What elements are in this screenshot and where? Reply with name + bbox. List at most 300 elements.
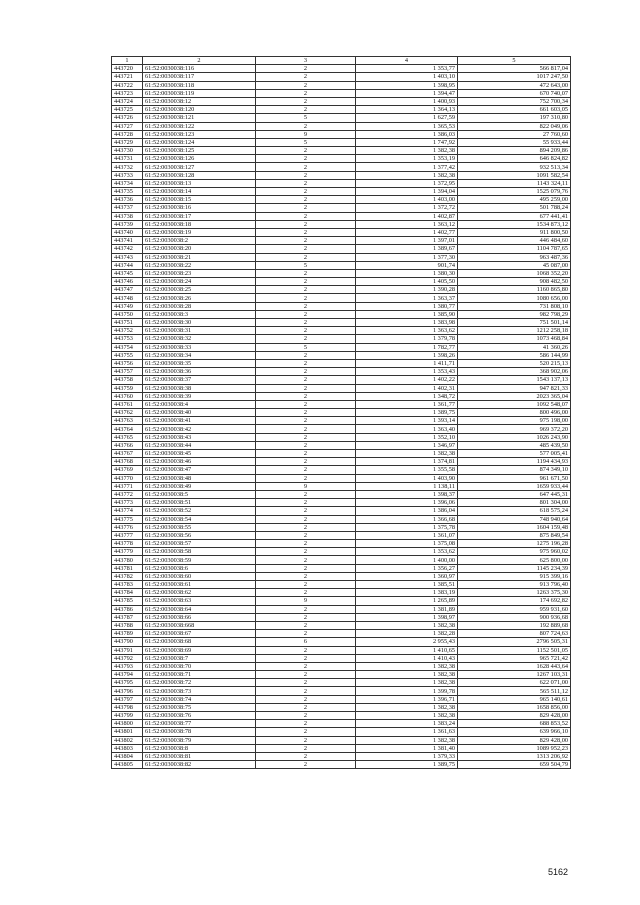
category-code-cell: 2 xyxy=(256,450,356,458)
row-index-cell: 443735 xyxy=(112,188,143,196)
cadastral-number-cell: 61:52:0030038:48 xyxy=(143,474,256,482)
cadastral-number-cell: 61:52:0030038:47 xyxy=(143,466,256,474)
cost-value-cell: 1212 258,18 xyxy=(458,327,571,335)
category-code-cell: 2 xyxy=(256,671,356,679)
table-row xyxy=(112,286,571,294)
row-index-cell: 443730 xyxy=(112,147,143,155)
table-row xyxy=(112,106,571,114)
row-index-cell: 443732 xyxy=(112,163,143,171)
cadastral-number-cell: 61:52:0030038:7 xyxy=(143,654,256,662)
cadastral-number-cell: 61:52:0030038:32 xyxy=(143,335,256,343)
row-index-cell: 443774 xyxy=(112,507,143,515)
cadastral-number-cell: 61:52:0030038:77 xyxy=(143,720,256,728)
table-row xyxy=(112,572,571,580)
cadastral-number-cell: 61:52:0030038:127 xyxy=(143,163,256,171)
row-index-cell: 443759 xyxy=(112,384,143,392)
row-index-cell: 443780 xyxy=(112,556,143,564)
row-index-cell: 443797 xyxy=(112,695,143,703)
area-value-cell: 1 360,97 xyxy=(356,572,458,580)
table-row xyxy=(112,621,571,629)
row-index-cell: 443790 xyxy=(112,638,143,646)
cadastral-number-cell: 61:52:0030038:13 xyxy=(143,179,256,187)
table-row xyxy=(112,130,571,138)
cadastral-number-cell: 61:52:0030038:79 xyxy=(143,736,256,744)
table-row xyxy=(112,450,571,458)
row-index-cell: 443739 xyxy=(112,220,143,228)
area-value-cell: 1 381,40 xyxy=(356,744,458,752)
area-value-cell: 2 955,43 xyxy=(356,638,458,646)
cost-value-cell: 900 936,68 xyxy=(458,613,571,621)
cost-value-cell: 55 933,44 xyxy=(458,138,571,146)
cadastral-number-cell: 61:52:0030038:18 xyxy=(143,220,256,228)
table-row xyxy=(112,703,571,711)
row-index-cell: 443753 xyxy=(112,335,143,343)
row-index-cell: 443804 xyxy=(112,752,143,760)
cadastral-number-cell: 61:52:0030038:73 xyxy=(143,687,256,695)
category-code-cell: 2 xyxy=(256,441,356,449)
row-index-cell: 443773 xyxy=(112,499,143,507)
cost-value-cell: 646 824,82 xyxy=(458,155,571,163)
cost-value-cell: 501 788,24 xyxy=(458,204,571,212)
category-code-cell: 2 xyxy=(256,720,356,728)
table-row xyxy=(112,646,571,654)
area-value-cell: 1 379,33 xyxy=(356,752,458,760)
cost-value-cell: 192 889,68 xyxy=(458,621,571,629)
table-row xyxy=(112,466,571,474)
table-row xyxy=(112,138,571,146)
row-index-cell: 443769 xyxy=(112,466,143,474)
table-row xyxy=(112,425,571,433)
row-index-cell: 443779 xyxy=(112,548,143,556)
category-code-cell: 2 xyxy=(256,662,356,670)
area-value-cell: 1 375,08 xyxy=(356,540,458,548)
cadastral-number-cell: 61:52:0030038:43 xyxy=(143,433,256,441)
cadastral-number-cell: 61:52:0030038:70 xyxy=(143,662,256,670)
cost-value-cell: 565 511,12 xyxy=(458,687,571,695)
cadastral-number-cell: 61:52:0030038:119 xyxy=(143,89,256,97)
table-row xyxy=(112,384,571,392)
row-index-cell: 443720 xyxy=(112,65,143,73)
cost-value-cell: 915 399,16 xyxy=(458,572,571,580)
table-row xyxy=(112,392,571,400)
category-code-cell: 2 xyxy=(256,269,356,277)
cost-value-cell: 1534 873,12 xyxy=(458,220,571,228)
cost-value-cell: 965 721,42 xyxy=(458,654,571,662)
category-code-cell: 2 xyxy=(256,654,356,662)
cost-value-cell: 520 215,13 xyxy=(458,359,571,367)
area-value-cell: 1 380,30 xyxy=(356,269,458,277)
category-code-cell: 2 xyxy=(256,278,356,286)
category-code-cell: 2 xyxy=(256,368,356,376)
table-row xyxy=(112,441,571,449)
cadastral-number-cell: 61:52:0030038:72 xyxy=(143,679,256,687)
cost-value-cell: 1313 206,92 xyxy=(458,752,571,760)
cost-value-cell: 1026 243,90 xyxy=(458,433,571,441)
row-index-cell: 443789 xyxy=(112,630,143,638)
category-code-cell: 2 xyxy=(256,179,356,187)
area-value-cell: 1 396,71 xyxy=(356,695,458,703)
row-index-cell: 443741 xyxy=(112,237,143,245)
cadastral-number-cell: 61:52:0030038:8 xyxy=(143,744,256,752)
row-index-cell: 443772 xyxy=(112,490,143,498)
cost-value-cell: 1068 352,20 xyxy=(458,269,571,277)
category-code-cell: 2 xyxy=(256,286,356,294)
category-code-cell: 5 xyxy=(256,343,356,351)
row-index-cell: 443738 xyxy=(112,212,143,220)
table-row xyxy=(112,188,571,196)
area-value-cell: 1 382,38 xyxy=(356,679,458,687)
area-value-cell: 1 390,28 xyxy=(356,286,458,294)
cadastral-number-cell: 61:52:0030038:126 xyxy=(143,155,256,163)
category-code-cell: 9 xyxy=(256,482,356,490)
cadastral-number-cell: 61:52:0030038:82 xyxy=(143,761,256,769)
row-index-cell: 443802 xyxy=(112,736,143,744)
area-value-cell: 1 372,72 xyxy=(356,204,458,212)
cost-value-cell: 908 482,50 xyxy=(458,278,571,286)
area-value-cell: 1 353,77 xyxy=(356,65,458,73)
table-row xyxy=(112,695,571,703)
cost-value-cell: 368 902,06 xyxy=(458,368,571,376)
area-value-cell: 1 366,68 xyxy=(356,515,458,523)
area-value-cell: 1 403,00 xyxy=(356,196,458,204)
cost-value-cell: 622 071,00 xyxy=(458,679,571,687)
table-row xyxy=(112,687,571,695)
table-row xyxy=(112,278,571,286)
cost-value-cell: 1092 548,07 xyxy=(458,400,571,408)
cadastral-number-cell: 61:52:0030038:26 xyxy=(143,294,256,302)
category-code-cell: 2 xyxy=(256,237,356,245)
area-value-cell: 1 374,81 xyxy=(356,458,458,466)
category-code-cell: 2 xyxy=(256,490,356,498)
category-code-cell: 2 xyxy=(256,564,356,572)
cost-value-cell: 1263 375,30 xyxy=(458,589,571,597)
area-value-cell: 1 355,58 xyxy=(356,466,458,474)
area-value-cell: 1 747,92 xyxy=(356,138,458,146)
table-row xyxy=(112,597,571,605)
row-index-cell: 443801 xyxy=(112,728,143,736)
table-row xyxy=(112,245,571,253)
category-code-cell: 2 xyxy=(256,335,356,343)
cost-value-cell: 807 724,63 xyxy=(458,630,571,638)
column-header: 3 xyxy=(256,57,356,65)
row-index-cell: 443733 xyxy=(112,171,143,179)
row-index-cell: 443788 xyxy=(112,621,143,629)
cadastral-number-cell: 61:52:0030038:35 xyxy=(143,359,256,367)
row-index-cell: 443785 xyxy=(112,597,143,605)
table-row xyxy=(112,531,571,539)
table-row xyxy=(112,114,571,122)
category-code-cell: 2 xyxy=(256,540,356,548)
table-row xyxy=(112,638,571,646)
area-value-cell: 1 398,37 xyxy=(356,490,458,498)
area-value-cell: 1 782,77 xyxy=(356,343,458,351)
row-index-cell: 443727 xyxy=(112,122,143,130)
category-code-cell: 2 xyxy=(256,507,356,515)
category-code-cell: 2 xyxy=(256,204,356,212)
category-code-cell: 2 xyxy=(256,499,356,507)
table-row xyxy=(112,482,571,490)
area-value-cell: 901,74 xyxy=(356,261,458,269)
area-value-cell: 1 402,87 xyxy=(356,212,458,220)
cost-value-cell: 1152 501,05 xyxy=(458,646,571,654)
cadastral-number-cell: 61:52:0030038:39 xyxy=(143,392,256,400)
cost-value-cell: 961 671,50 xyxy=(458,474,571,482)
area-value-cell: 1 138,11 xyxy=(356,482,458,490)
cost-value-cell: 1194 434,93 xyxy=(458,458,571,466)
category-code-cell: 2 xyxy=(256,589,356,597)
area-value-cell: 1 353,62 xyxy=(356,548,458,556)
cost-value-cell: 748 940,64 xyxy=(458,515,571,523)
cost-value-cell: 965 140,61 xyxy=(458,695,571,703)
cadastral-number-cell: 61:52:0030038:75 xyxy=(143,703,256,711)
column-header: 5 xyxy=(458,57,571,65)
area-value-cell: 1 411,71 xyxy=(356,359,458,367)
row-index-cell: 443763 xyxy=(112,417,143,425)
category-code-cell: 2 xyxy=(256,687,356,695)
table-row xyxy=(112,679,571,687)
cost-value-cell: 1089 952,23 xyxy=(458,744,571,752)
category-code-cell: 2 xyxy=(256,548,356,556)
row-index-cell: 443799 xyxy=(112,712,143,720)
cost-value-cell: 969 372,20 xyxy=(458,425,571,433)
table-row xyxy=(112,720,571,728)
category-code-cell: 2 xyxy=(256,253,356,261)
cost-value-cell: 1267 103,31 xyxy=(458,671,571,679)
cost-value-cell: 1073 468,84 xyxy=(458,335,571,343)
table-row xyxy=(112,368,571,376)
row-index-cell: 443784 xyxy=(112,589,143,597)
cadastral-number-cell: 61:52:0030038:23 xyxy=(143,269,256,277)
category-code-cell: 2 xyxy=(256,531,356,539)
area-value-cell: 1 382,28 xyxy=(356,630,458,638)
row-index-cell: 443775 xyxy=(112,515,143,523)
table-row xyxy=(112,654,571,662)
cost-value-cell: 752 700,34 xyxy=(458,97,571,105)
category-code-cell: 2 xyxy=(256,220,356,228)
cost-value-cell: 446 484,60 xyxy=(458,237,571,245)
cost-value-cell: 800 496,00 xyxy=(458,409,571,417)
cadastral-number-cell: 61:52:0030038:22 xyxy=(143,261,256,269)
cost-value-cell: 894 209,86 xyxy=(458,147,571,155)
table-row xyxy=(112,163,571,171)
table-row xyxy=(112,253,571,261)
category-code-cell: 2 xyxy=(256,556,356,564)
area-value-cell: 1 389,75 xyxy=(356,761,458,769)
category-code-cell: 2 xyxy=(256,728,356,736)
row-index-cell: 443778 xyxy=(112,540,143,548)
area-value-cell: 1 361,63 xyxy=(356,728,458,736)
category-code-cell: 2 xyxy=(256,523,356,531)
cadastral-number-cell: 61:52:0030038:59 xyxy=(143,556,256,564)
cadastral-number-cell: 61:52:0030038:6 xyxy=(143,564,256,572)
table-row xyxy=(112,662,571,670)
row-index-cell: 443783 xyxy=(112,581,143,589)
table-row xyxy=(112,400,571,408)
cost-value-cell: 495 259,00 xyxy=(458,196,571,204)
cadastral-number-cell: 61:52:0030038:124 xyxy=(143,138,256,146)
cost-value-cell: 963 487,36 xyxy=(458,253,571,261)
table-row xyxy=(112,433,571,441)
area-value-cell: 1 405,50 xyxy=(356,278,458,286)
area-value-cell: 1 402,77 xyxy=(356,228,458,236)
area-value-cell: 1 382,38 xyxy=(356,712,458,720)
table-row xyxy=(112,581,571,589)
cadastral-number-cell: 61:52:0030038:40 xyxy=(143,409,256,417)
table-row xyxy=(112,310,571,318)
category-code-cell: 2 xyxy=(256,409,356,417)
cadastral-number-cell: 61:52:0030038:68 xyxy=(143,638,256,646)
category-code-cell: 2 xyxy=(256,81,356,89)
category-code-cell: 2 xyxy=(256,228,356,236)
area-value-cell: 1 398,97 xyxy=(356,613,458,621)
cost-value-cell: 1543 137,13 xyxy=(458,376,571,384)
area-value-cell: 1 377,30 xyxy=(356,253,458,261)
category-code-cell: 2 xyxy=(256,384,356,392)
category-code-cell: 2 xyxy=(256,359,356,367)
row-index-cell: 443748 xyxy=(112,294,143,302)
cadastral-number-cell: 61:52:0030038:118 xyxy=(143,81,256,89)
area-value-cell: 1 377,42 xyxy=(356,163,458,171)
row-index-cell: 443794 xyxy=(112,671,143,679)
table-row xyxy=(112,515,571,523)
category-code-cell: 2 xyxy=(256,302,356,310)
category-code-cell: 2 xyxy=(256,425,356,433)
row-index-cell: 443781 xyxy=(112,564,143,572)
row-index-cell: 443725 xyxy=(112,106,143,114)
category-code-cell: 2 xyxy=(256,605,356,613)
category-code-cell: 2 xyxy=(256,712,356,720)
table-row xyxy=(112,474,571,482)
cadastral-number-cell: 61:52:0030038:58 xyxy=(143,548,256,556)
category-code-cell: 2 xyxy=(256,89,356,97)
category-code-cell: 2 xyxy=(256,400,356,408)
cadastral-number-cell: 61:52:0030038:56 xyxy=(143,531,256,539)
cost-value-cell: 647 445,31 xyxy=(458,490,571,498)
cadastral-number-cell: 61:52:0030038:66 xyxy=(143,613,256,621)
category-code-cell: 2 xyxy=(256,163,356,171)
page-number: 5162 xyxy=(548,867,569,877)
area-value-cell: 1 386,03 xyxy=(356,130,458,138)
row-index-cell: 443749 xyxy=(112,302,143,310)
area-value-cell: 1 383,24 xyxy=(356,720,458,728)
cost-value-cell: 829 428,00 xyxy=(458,736,571,744)
cost-value-cell: 688 853,52 xyxy=(458,720,571,728)
category-code-cell: 2 xyxy=(256,196,356,204)
table-row xyxy=(112,613,571,621)
cost-value-cell: 174 692,82 xyxy=(458,597,571,605)
table-row xyxy=(112,736,571,744)
cost-value-cell: 1145 234,39 xyxy=(458,564,571,572)
table-header xyxy=(112,57,571,65)
header-row xyxy=(112,57,571,65)
row-index-cell: 443731 xyxy=(112,155,143,163)
table-row xyxy=(112,294,571,302)
area-value-cell: 1 365,53 xyxy=(356,122,458,130)
table-row xyxy=(112,228,571,236)
area-value-cell: 1 389,75 xyxy=(356,409,458,417)
table-row xyxy=(112,540,571,548)
area-value-cell: 1 400,00 xyxy=(356,556,458,564)
area-value-cell: 1 265,89 xyxy=(356,597,458,605)
category-code-cell: 2 xyxy=(256,572,356,580)
cadastral-number-cell: 61:52:0030038:62 xyxy=(143,589,256,597)
cadastral-number-cell: 61:52:0030038:123 xyxy=(143,130,256,138)
cost-value-cell: 975 198,00 xyxy=(458,417,571,425)
row-index-cell: 443792 xyxy=(112,654,143,662)
area-value-cell: 1 363,62 xyxy=(356,327,458,335)
row-index-cell: 443755 xyxy=(112,351,143,359)
cadastral-number-cell: 61:52:0030038:120 xyxy=(143,106,256,114)
category-code-cell: 2 xyxy=(256,752,356,760)
cost-value-cell: 801 304,00 xyxy=(458,499,571,507)
cost-value-cell: 1604 159,48 xyxy=(458,523,571,531)
cadastral-number-cell: 61:52:0030038:42 xyxy=(143,425,256,433)
category-code-cell: 2 xyxy=(256,106,356,114)
cadastral-number-cell: 61:52:0030038:3 xyxy=(143,310,256,318)
area-value-cell: 1 403,10 xyxy=(356,73,458,81)
category-code-cell: 2 xyxy=(256,581,356,589)
category-code-cell: 2 xyxy=(256,474,356,482)
category-code-cell: 2 xyxy=(256,319,356,327)
column-header: 2 xyxy=(143,57,256,65)
table-row xyxy=(112,728,571,736)
category-code-cell: 2 xyxy=(256,466,356,474)
cost-value-cell: 1658 856,00 xyxy=(458,703,571,711)
cadastral-number-cell: 61:52:0030038:17 xyxy=(143,212,256,220)
cost-value-cell: 913 796,40 xyxy=(458,581,571,589)
cost-value-cell: 472 643,00 xyxy=(458,81,571,89)
category-code-cell: 2 xyxy=(256,736,356,744)
row-index-cell: 443803 xyxy=(112,744,143,752)
area-value-cell: 1 353,19 xyxy=(356,155,458,163)
table-row xyxy=(112,376,571,384)
cost-value-cell: 197 310,80 xyxy=(458,114,571,122)
cadastral-number-cell: 61:52:0030038:41 xyxy=(143,417,256,425)
row-index-cell: 443765 xyxy=(112,433,143,441)
cadastral-number-cell: 61:52:0030038:19 xyxy=(143,228,256,236)
cadastral-number-cell: 61:52:0030038:76 xyxy=(143,712,256,720)
area-value-cell: 1 410,65 xyxy=(356,646,458,654)
category-code-cell: 2 xyxy=(256,310,356,318)
table-row xyxy=(112,490,571,498)
table-row xyxy=(112,712,571,720)
cost-value-cell: 485 439,50 xyxy=(458,441,571,449)
area-value-cell: 1 410,43 xyxy=(356,654,458,662)
category-code-cell: 2 xyxy=(256,621,356,629)
cadastral-number-cell: 61:52:0030038:25 xyxy=(143,286,256,294)
table-row xyxy=(112,761,571,769)
cadastral-number-cell: 61:52:0030038:46 xyxy=(143,458,256,466)
cost-value-cell: 975 960,02 xyxy=(458,548,571,556)
cost-value-cell: 2023 365,04 xyxy=(458,392,571,400)
cost-value-cell: 751 501,14 xyxy=(458,319,571,327)
category-code-cell: 2 xyxy=(256,613,356,621)
area-value-cell: 1 383,98 xyxy=(356,319,458,327)
table-row xyxy=(112,89,571,97)
category-code-cell: 9 xyxy=(256,130,356,138)
category-code-cell: 2 xyxy=(256,188,356,196)
category-code-cell: 2 xyxy=(256,327,356,335)
row-index-cell: 443724 xyxy=(112,97,143,105)
cost-value-cell: 45 087,00 xyxy=(458,261,571,269)
row-index-cell: 443754 xyxy=(112,343,143,351)
cadastral-number-cell: 61:52:0030038:74 xyxy=(143,695,256,703)
category-code-cell: 5 xyxy=(256,261,356,269)
area-value-cell: 1 372,95 xyxy=(356,179,458,187)
cadastral-number-cell: 61:52:0030038:20 xyxy=(143,245,256,253)
cost-value-cell: 625 800,00 xyxy=(458,556,571,564)
cost-value-cell: 618 575,24 xyxy=(458,507,571,515)
